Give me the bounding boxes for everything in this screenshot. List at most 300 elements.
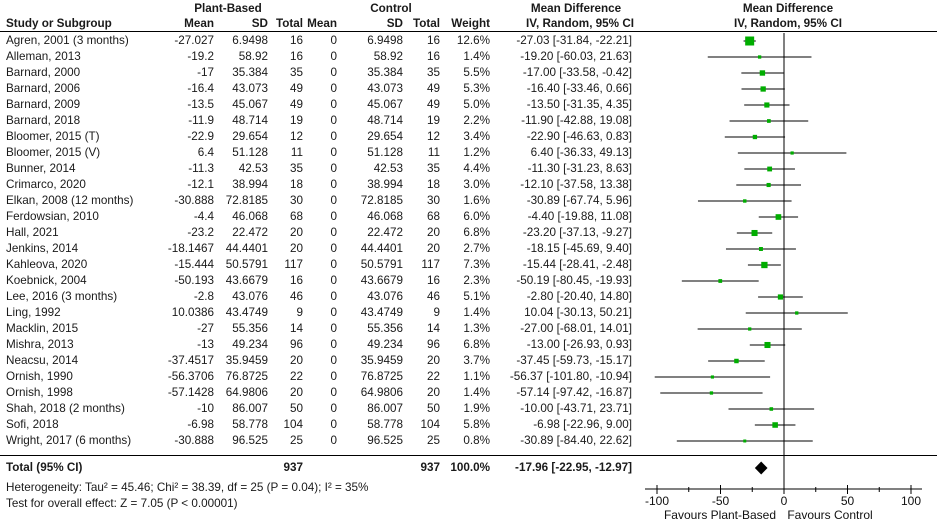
total-md-ci-text: -17.96 [-22.95, -12.97] xyxy=(515,461,632,474)
control-sd-value: 29.654 xyxy=(367,130,403,143)
effect-marker xyxy=(767,183,771,187)
pb-total-value: 22 xyxy=(289,370,303,383)
control-total-value: 50 xyxy=(426,402,440,415)
control-sd-value: 35.9459 xyxy=(360,354,403,367)
pb-total-value: 35 xyxy=(289,66,303,79)
weight-value: 3.4% xyxy=(463,130,490,143)
control-sd-value: 46.068 xyxy=(367,210,403,223)
forest-plot-canvas xyxy=(630,0,937,528)
pb-total-value: 49 xyxy=(289,82,303,95)
study-label: Lee, 2016 (3 months) xyxy=(6,290,118,303)
weight-value: 1.2% xyxy=(463,146,490,159)
weight-value: 5.5% xyxy=(463,66,490,79)
table-row xyxy=(0,353,634,369)
total-control-n: 937 xyxy=(420,461,440,474)
study-label: Sofi, 2018 xyxy=(6,418,59,431)
pb-sd-value: 58.778 xyxy=(232,418,268,431)
md-ci-text: -23.20 [-37.13, -9.27] xyxy=(522,226,632,239)
weight-value: 6.8% xyxy=(463,226,490,239)
control-sd-value: 6.9498 xyxy=(367,34,403,47)
pb-mean-value: -56.3706 xyxy=(167,370,214,383)
control-mean-value: 0 xyxy=(330,66,337,79)
pb-mean-value: -16.4 xyxy=(187,82,214,95)
total-pb-n: 937 xyxy=(283,461,303,474)
study-label: Koebnick, 2004 xyxy=(6,274,87,287)
pb-total-value: 30 xyxy=(289,194,303,207)
group-header-plant-based: Plant-Based xyxy=(194,2,262,15)
md-ci-text: -11.30 [-31.23, 8.63] xyxy=(527,162,632,175)
pb-sd-value: 43.4749 xyxy=(225,306,268,319)
total-label: Total (95% CI) xyxy=(6,461,83,474)
pb-total-value: 96 xyxy=(289,338,303,351)
group-header-control: Control xyxy=(370,2,412,15)
study-label: Crimarco, 2020 xyxy=(6,178,86,191)
pb-mean-value: -12.1 xyxy=(187,178,214,191)
axis-tick-label: -50 xyxy=(711,494,730,508)
pb-sd-value: 44.4401 xyxy=(225,242,268,255)
effect-marker xyxy=(758,55,761,58)
control-mean-value: 0 xyxy=(330,178,337,191)
control-sd-value: 49.234 xyxy=(367,338,403,351)
md-ci-text: -37.45 [-59.73, -15.17] xyxy=(516,354,632,367)
pb-mean-value: -13.5 xyxy=(187,98,214,111)
control-total-value: 117 xyxy=(421,258,440,271)
pb-mean-value: -10 xyxy=(197,402,214,415)
axis-tick-label: 100 xyxy=(900,494,922,508)
pb-sd-value: 38.994 xyxy=(232,178,268,191)
favours-left-label: Favours Plant-Based xyxy=(663,508,777,522)
study-label: Hall, 2021 xyxy=(6,226,59,239)
total-weight: 100.0% xyxy=(450,461,490,474)
md-ci-text: -13.50 [-31.35, 4.35] xyxy=(526,98,632,111)
pb-total-value: 16 xyxy=(289,50,303,63)
md-ci-text: -27.03 [-31.84, -22.21] xyxy=(516,34,632,47)
control-mean-value: 0 xyxy=(330,306,337,319)
weight-value: 2.2% xyxy=(463,114,490,127)
md-ci-text: -15.44 [-28.41, -2.48] xyxy=(522,258,632,271)
table-row xyxy=(0,417,634,433)
control-mean-value: 0 xyxy=(330,194,337,207)
effect-marker xyxy=(748,327,751,330)
table-row xyxy=(0,401,634,417)
pb-mean-value: -27.027 xyxy=(174,34,214,47)
weight-value: 1.4% xyxy=(463,386,490,399)
control-total-value: 49 xyxy=(426,98,440,111)
effect-marker xyxy=(743,199,746,202)
table-row xyxy=(0,305,634,321)
effect-marker xyxy=(761,86,766,91)
control-total-header: Total xyxy=(412,17,440,30)
control-mean-header: Mean xyxy=(307,17,337,30)
table-row xyxy=(0,177,634,193)
weight-value: 12.6% xyxy=(456,34,490,47)
table-row xyxy=(0,113,634,129)
pb-sd-value: 29.654 xyxy=(232,130,268,143)
pb-mean-value: 10.0386 xyxy=(171,306,214,319)
weight-value: 1.1% xyxy=(463,370,490,383)
pb-mean-value: -17 xyxy=(197,66,214,79)
control-total-value: 16 xyxy=(426,50,440,63)
axis-tick-label: 50 xyxy=(840,494,855,508)
md-column-method: IV, Random, 95% CI xyxy=(525,17,635,30)
table-row xyxy=(0,337,634,353)
md-plot-title: Mean Difference xyxy=(742,2,834,15)
pb-total-value: 20 xyxy=(289,226,303,239)
study-label: Shah, 2018 (2 months) xyxy=(6,402,125,415)
study-label: Wright, 2017 (6 months) xyxy=(6,434,132,447)
md-ci-text: -18.15 [-45.69, 9.40] xyxy=(526,242,632,255)
effect-marker xyxy=(761,262,767,268)
control-sd-value: 43.4749 xyxy=(360,306,403,319)
pb-mean-value: -50.193 xyxy=(174,274,214,287)
table-row xyxy=(0,369,634,385)
pb-sd-value: 50.5791 xyxy=(225,258,268,271)
effect-marker xyxy=(753,135,757,139)
control-sd-value: 86.007 xyxy=(367,402,403,415)
pb-sd-value: 49.234 xyxy=(232,338,268,351)
effect-marker xyxy=(778,294,783,299)
effect-marker xyxy=(760,70,765,75)
control-mean-value: 0 xyxy=(330,226,337,239)
study-label: Alleman, 2013 xyxy=(6,50,81,63)
weight-value: 5.1% xyxy=(463,290,490,303)
md-ci-text: -19.20 [-60.03, 21.63] xyxy=(520,50,632,63)
table-row xyxy=(0,97,634,113)
control-sd-value: 58.92 xyxy=(373,50,403,63)
pb-total-value: 14 xyxy=(289,322,303,335)
effect-marker xyxy=(734,359,738,363)
md-ci-text: -6.98 [-22.96, 9.00] xyxy=(533,418,632,431)
weight-value: 3.0% xyxy=(463,178,490,191)
md-ci-text: -22.90 [-46.63, 0.83] xyxy=(526,130,632,143)
weight-value: 1.6% xyxy=(463,194,490,207)
control-total-value: 22 xyxy=(426,370,440,383)
control-sd-value: 45.067 xyxy=(367,98,403,111)
control-mean-value: 0 xyxy=(330,434,337,447)
md-ci-text: -17.00 [-33.58, -0.42] xyxy=(522,66,632,79)
control-total-value: 104 xyxy=(420,418,440,431)
pb-mean-value: -2.8 xyxy=(193,290,214,303)
control-total-value: 46 xyxy=(426,290,440,303)
effect-marker xyxy=(791,151,794,154)
pb-total-value: 11 xyxy=(290,146,303,159)
control-mean-value: 0 xyxy=(330,370,337,383)
md-ci-text: 6.40 [-36.33, 49.13] xyxy=(530,146,632,159)
control-mean-value: 0 xyxy=(330,402,337,415)
pb-sd-value: 72.8185 xyxy=(225,194,268,207)
study-label: Bloomer, 2015 (V) xyxy=(6,146,101,159)
md-ci-text: -10.00 [-43.71, 23.71] xyxy=(520,402,632,415)
pb-total-value: 50 xyxy=(289,402,303,415)
pb-total-value: 117 xyxy=(284,258,303,271)
study-label: Elkan, 2008 (12 months) xyxy=(6,194,134,207)
control-mean-value: 0 xyxy=(330,274,337,287)
weight-value: 5.8% xyxy=(463,418,490,431)
pb-sd-value: 64.9806 xyxy=(225,386,268,399)
control-total-value: 20 xyxy=(426,386,440,399)
control-mean-value: 0 xyxy=(330,258,337,271)
table-row xyxy=(0,161,634,177)
table-row xyxy=(0,81,634,97)
pb-mean-value: -30.888 xyxy=(174,194,214,207)
pb-mean-value: -4.4 xyxy=(193,210,214,223)
pb-total-value: 20 xyxy=(289,242,303,255)
control-total-value: 25 xyxy=(426,434,440,447)
control-sd-value: 44.4401 xyxy=(360,242,403,255)
table-row xyxy=(0,65,634,81)
pb-mean-value: -18.1467 xyxy=(167,242,214,255)
control-total-value: 19 xyxy=(426,114,440,127)
pb-mean-header: Mean xyxy=(184,17,214,30)
md-ci-text: -2.80 [-20.40, 14.80] xyxy=(526,290,632,303)
pb-mean-value: -30.888 xyxy=(174,434,214,447)
pb-sd-value: 43.073 xyxy=(232,82,268,95)
pb-sd-value: 48.714 xyxy=(232,114,268,127)
control-sd-value: 43.6679 xyxy=(360,274,403,287)
effect-marker xyxy=(711,375,714,378)
md-ci-text: -4.40 [-19.88, 11.08] xyxy=(527,210,632,223)
control-mean-value: 0 xyxy=(330,418,337,431)
control-sd-value: 51.128 xyxy=(367,146,403,159)
control-sd-value: 76.8725 xyxy=(360,370,403,383)
control-sd-value: 58.778 xyxy=(367,418,403,431)
md-ci-text: -27.00 [-68.01, 14.01] xyxy=(520,322,632,335)
pb-sd-value: 58.92 xyxy=(238,50,268,63)
control-total-value: 9 xyxy=(433,306,440,319)
control-sd-header: SD xyxy=(386,17,403,30)
control-total-value: 12 xyxy=(426,130,440,143)
control-mean-value: 0 xyxy=(330,114,337,127)
control-sd-value: 42.53 xyxy=(373,162,403,175)
control-sd-value: 55.356 xyxy=(367,322,403,335)
md-ci-text: -16.40 [-33.46, 0.66] xyxy=(526,82,632,95)
control-sd-value: 96.525 xyxy=(367,434,403,447)
pb-total-value: 35 xyxy=(289,162,303,175)
control-sd-value: 38.994 xyxy=(367,178,403,191)
control-mean-value: 0 xyxy=(330,34,337,47)
weight-value: 7.3% xyxy=(463,258,490,271)
weight-value: 3.7% xyxy=(463,354,490,367)
weight-value: 4.4% xyxy=(463,162,490,175)
study-table xyxy=(0,33,634,449)
pb-sd-value: 43.6679 xyxy=(225,274,268,287)
study-label: Ornish, 1990 xyxy=(6,370,73,383)
control-sd-value: 64.9806 xyxy=(360,386,403,399)
table-row xyxy=(0,209,634,225)
md-ci-text: -57.14 [-97.42, -16.87] xyxy=(516,386,632,399)
pb-total-value: 18 xyxy=(289,178,303,191)
pb-total-value: 20 xyxy=(289,386,303,399)
study-label: Neacsu, 2014 xyxy=(6,354,79,367)
pb-sd-value: 96.525 xyxy=(232,434,268,447)
pb-total-value: 9 xyxy=(296,306,303,319)
control-mean-value: 0 xyxy=(330,98,337,111)
weight-value: 0.8% xyxy=(463,434,490,447)
study-label: Ferdowsian, 2010 xyxy=(6,210,99,223)
weight-value: 6.0% xyxy=(463,210,490,223)
control-total-value: 14 xyxy=(426,322,440,335)
study-label: Agren, 2001 (3 months) xyxy=(6,34,129,47)
pb-sd-value: 86.007 xyxy=(232,402,268,415)
md-ci-text: 10.04 [-30.13, 50.21] xyxy=(524,306,632,319)
control-mean-value: 0 xyxy=(330,386,337,399)
effect-marker xyxy=(795,311,798,314)
table-row xyxy=(0,145,634,161)
table-row xyxy=(0,385,634,401)
pb-sd-value: 51.128 xyxy=(232,146,268,159)
control-total-value: 68 xyxy=(426,210,440,223)
study-label: Barnard, 2018 xyxy=(6,114,81,127)
control-sd-value: 50.5791 xyxy=(360,258,403,271)
control-sd-value: 35.384 xyxy=(367,66,403,79)
pb-sd-value: 55.356 xyxy=(232,322,268,335)
weight-value: 1.9% xyxy=(463,402,490,415)
control-total-value: 20 xyxy=(426,242,440,255)
control-sd-value: 43.076 xyxy=(367,290,403,303)
md-ci-text: -11.90 [-42.88, 19.08] xyxy=(521,114,632,127)
control-total-value: 20 xyxy=(426,226,440,239)
study-label: Macklin, 2015 xyxy=(6,322,79,335)
control-mean-value: 0 xyxy=(330,242,337,255)
effect-marker xyxy=(745,37,754,46)
pb-total-value: 20 xyxy=(289,354,303,367)
md-ci-text: -30.89 [-67.74, 5.96] xyxy=(526,194,632,207)
control-total-value: 30 xyxy=(426,194,440,207)
weight-column-header: Weight xyxy=(451,17,490,30)
weight-value: 6.8% xyxy=(463,338,490,351)
pb-mean-value: -57.1428 xyxy=(167,386,214,399)
table-row xyxy=(0,193,634,209)
md-ci-text: -30.89 [-84.40, 22.62] xyxy=(520,434,632,447)
weight-value: 5.0% xyxy=(463,98,490,111)
overall-effect-note: Test for overall effect: Z = 7.05 (P < 0.00001) xyxy=(6,497,238,510)
pb-sd-value: 42.53 xyxy=(238,162,268,175)
pb-total-value: 104 xyxy=(283,418,303,431)
md-ci-text: -13.00 [-26.93, 0.93] xyxy=(526,338,632,351)
control-total-value: 18 xyxy=(426,178,440,191)
table-row xyxy=(0,257,634,273)
pb-sd-value: 76.8725 xyxy=(225,370,268,383)
control-total-value: 16 xyxy=(426,274,440,287)
effect-marker xyxy=(764,342,770,348)
table-row xyxy=(0,225,634,241)
pb-mean-value: -23.2 xyxy=(187,226,214,239)
pb-mean-value: 6.4 xyxy=(197,146,214,159)
control-mean-value: 0 xyxy=(330,162,337,175)
table-row xyxy=(0,433,634,449)
study-label: Barnard, 2006 xyxy=(6,82,81,95)
control-mean-value: 0 xyxy=(330,322,337,335)
pb-total-value: 49 xyxy=(289,98,303,111)
pb-mean-value: -11.9 xyxy=(188,114,214,127)
control-sd-value: 22.472 xyxy=(367,226,403,239)
table-row xyxy=(0,33,634,49)
pb-sd-value: 35.9459 xyxy=(225,354,268,367)
control-sd-value: 43.073 xyxy=(367,82,403,95)
pb-sd-value: 45.067 xyxy=(232,98,268,111)
control-mean-value: 0 xyxy=(330,354,337,367)
pb-mean-value: -11.3 xyxy=(188,162,214,175)
pb-mean-value: -27 xyxy=(197,322,214,335)
pb-total-header: Total xyxy=(275,17,303,30)
study-label: Bunner, 2014 xyxy=(6,162,76,175)
control-mean-value: 0 xyxy=(330,338,337,351)
weight-value: 5.3% xyxy=(463,82,490,95)
control-sd-value: 72.8185 xyxy=(360,194,403,207)
study-label: Ornish, 1998 xyxy=(6,386,73,399)
study-label: Barnard, 2000 xyxy=(6,66,81,79)
control-total-value: 20 xyxy=(426,354,440,367)
table-row xyxy=(0,289,634,305)
pb-sd-value: 6.9498 xyxy=(232,34,268,47)
weight-value: 1.4% xyxy=(463,50,490,63)
control-mean-value: 0 xyxy=(330,50,337,63)
md-plot-method: IV, Random, 95% CI xyxy=(733,17,843,30)
control-total-value: 35 xyxy=(426,66,440,79)
heterogeneity-note: Heterogeneity: Tau² = 45.46; Chi² = 38.39, df = 25 (P = 0.04); I² = 35% xyxy=(6,481,369,494)
md-column-title: Mean Difference xyxy=(530,2,622,15)
axis-tick-label: -100 xyxy=(644,494,670,508)
study-label: Mishra, 2013 xyxy=(6,338,74,351)
control-sd-value: 48.714 xyxy=(367,114,403,127)
control-total-value: 16 xyxy=(426,34,440,47)
md-ci-text: -56.37 [-101.80, -10.94] xyxy=(509,370,632,383)
study-label: Barnard, 2009 xyxy=(6,98,81,111)
effect-marker xyxy=(759,247,763,251)
weight-value: 1.3% xyxy=(463,322,490,335)
control-mean-value: 0 xyxy=(330,130,337,143)
md-ci-text: -12.10 [-37.58, 13.38] xyxy=(520,178,632,191)
pb-sd-value: 22.472 xyxy=(232,226,268,239)
effect-marker xyxy=(772,422,778,428)
pb-total-value: 68 xyxy=(289,210,303,223)
study-label: Ling, 1992 xyxy=(6,306,61,319)
study-label: Bloomer, 2015 (T) xyxy=(6,130,100,143)
control-total-value: 49 xyxy=(426,82,440,95)
study-label: Kahleova, 2020 xyxy=(6,258,88,271)
effect-marker xyxy=(770,407,774,411)
favours-right-label: Favours Control xyxy=(787,508,873,522)
study-label: Jenkins, 2014 xyxy=(6,242,79,255)
effect-marker xyxy=(767,119,771,123)
table-row xyxy=(0,321,634,337)
table-row xyxy=(0,49,634,65)
effect-marker xyxy=(767,167,772,172)
pb-sd-value: 43.076 xyxy=(232,290,268,303)
effect-marker xyxy=(718,279,722,283)
study-column-header: Study or Subgroup xyxy=(6,17,112,30)
pb-sd-value: 46.068 xyxy=(232,210,268,223)
control-total-value: 96 xyxy=(426,338,440,351)
pb-mean-value: -6.98 xyxy=(187,418,214,431)
pb-total-value: 25 xyxy=(289,434,303,447)
control-total-value: 11 xyxy=(427,146,440,159)
total-diamond xyxy=(755,462,768,475)
pb-total-value: 16 xyxy=(289,274,303,287)
md-ci-text: -50.19 [-80.45, -19.93] xyxy=(516,274,632,287)
control-mean-value: 0 xyxy=(330,146,337,159)
pb-mean-value: -22.9 xyxy=(187,130,214,143)
axis-tick-label: 0 xyxy=(780,494,788,508)
weight-value: 2.7% xyxy=(463,242,490,255)
effect-marker xyxy=(752,230,758,236)
table-row xyxy=(0,241,634,257)
control-total-value: 35 xyxy=(426,162,440,175)
table-row xyxy=(0,129,634,145)
effect-marker xyxy=(710,391,713,394)
control-mean-value: 0 xyxy=(330,82,337,95)
control-mean-value: 0 xyxy=(330,290,337,303)
